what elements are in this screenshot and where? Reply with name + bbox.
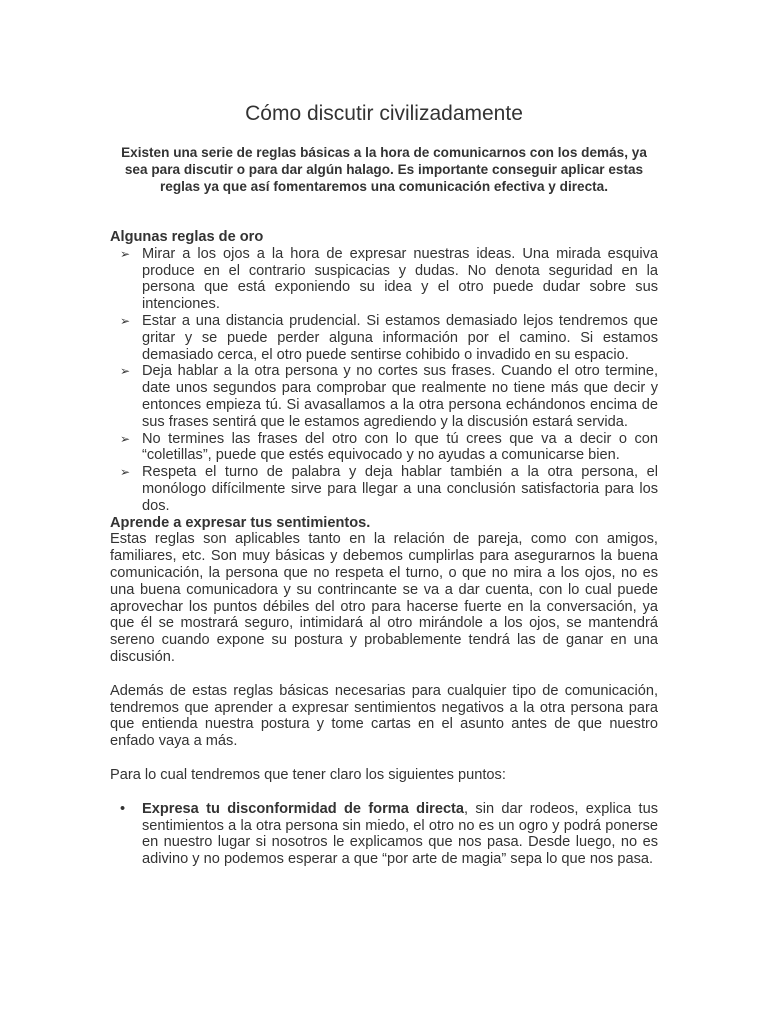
list-item-text: Respeta el turno de palabra y deja hablar también a la otra persona, el monólogo difícilmente sirve para llegar a una conclusión satisfactoria para los dos. — [142, 464, 658, 514]
arrow-bullet-icon: ➢ — [120, 431, 131, 446]
arrow-bullet-icon: ➢ — [120, 465, 131, 480]
section-heading-rules: Algunas reglas de oro — [110, 229, 264, 245]
list-item-text: Deja hablar a la otra persona y no cortes sus frases. Cuando el otro termine, date unos segundos para comprobar que realmente no tiene más que decir y entonces empieza tú. Si avasallamos a la otra persona echándonos encima de sus frases sentirá que le estamos agrediendo y la discusión estará servida. — [142, 363, 658, 430]
document-body — [110, 229, 658, 868]
list-item-text: Estar a una distancia prudencial. Si estamos demasiado lejos tendremos que gritar y se puede perder alguna información por el camino. Si estamos demasiado cerca, el otro puede sentirse cohibido o invadido en su espacio. — [142, 312, 658, 363]
body-paragraph: Para lo cual tendremos que tener claro los siguientes puntos: — [110, 766, 506, 783]
list-item-text: Mirar a los ojos a la hora de expresar nuestras ideas. Una mirada esquiva produce en el contrario suspicacias y dudas. No denota seguridad en la persona que está exponiendo su idea y el otro puede dudar sobre sus intenciones. — [142, 245, 658, 313]
list-item-text: No termines las frases del otro con lo que tú crees que va a decir o con “coletillas”, puede que estés equivocado y no ayudas a comunicarse bien. — [142, 430, 658, 464]
list-item — [110, 464, 658, 514]
arrow-bullet-icon: ➢ — [120, 313, 131, 328]
list-item — [110, 801, 658, 868]
dot-bullet-icon: • — [120, 800, 126, 817]
list-item — [110, 431, 658, 465]
arrow-bullet-icon: ➢ — [120, 364, 131, 379]
list-item — [110, 246, 658, 313]
arrow-bullet-icon: ➢ — [120, 246, 131, 261]
page-title: Cómo discutir civilizadamente — [245, 102, 523, 125]
intro-paragraph: Existen una serie de reglas básicas a la hora de comunicarnos con los demás, ya sea para discutir o para dar algún halago. Es importante conseguir aplicar estas reglas ya que así fomentaremos una comunicación efectiva y directa. — [121, 145, 647, 194]
points-list — [110, 801, 658, 868]
list-item — [110, 313, 658, 363]
body-paragraph: Además de estas reglas básicas necesarias para cualquier tipo de comunicación, tendremos que aprender a expresar sentimientos negativos a la otra persona para que entienda nuestra postura y tome cartas en el asunto antes de que nuestro enfado vaya a más. — [110, 682, 658, 750]
rules-list — [110, 246, 658, 515]
point-text: , sin dar rodeos, explica tus sentimientos a la otra persona sin miedo, el otro no es un ogro y podrá ponerse en nuestro lugar si nosotros le explicamos que nos pasa. Desde luego, no es adivino y no podemos esperar a que “por arte de magia” sepa lo que nos pasa. — [142, 800, 658, 868]
list-item — [110, 363, 658, 430]
point-bold-lead: Expresa tu disconformidad de forma directa — [142, 800, 465, 817]
section-heading-feelings: Aprende a expresar tus sentimientos. — [110, 514, 371, 531]
body-paragraph: Estas reglas son aplicables tanto en la relación de pareja, como con amigos, familiares, etc. Son muy básicas y debemos cumplirlas para asegurarnos la buena comunicación, la persona que no respeta el turno, o que no mira a los ojos, no es una buena comunicadora y su contrincante se va a dar cuenta, con lo cual puede aprovechar los puntos débiles del otro para hacerse fuerte en la conversación, ya que él se mostrará seguro, intimidará al otro mirándole a los ojos, se mantendrá sereno cuando expone su postura y probablemente tendrá las de ganar en una discusión. — [110, 531, 658, 665]
